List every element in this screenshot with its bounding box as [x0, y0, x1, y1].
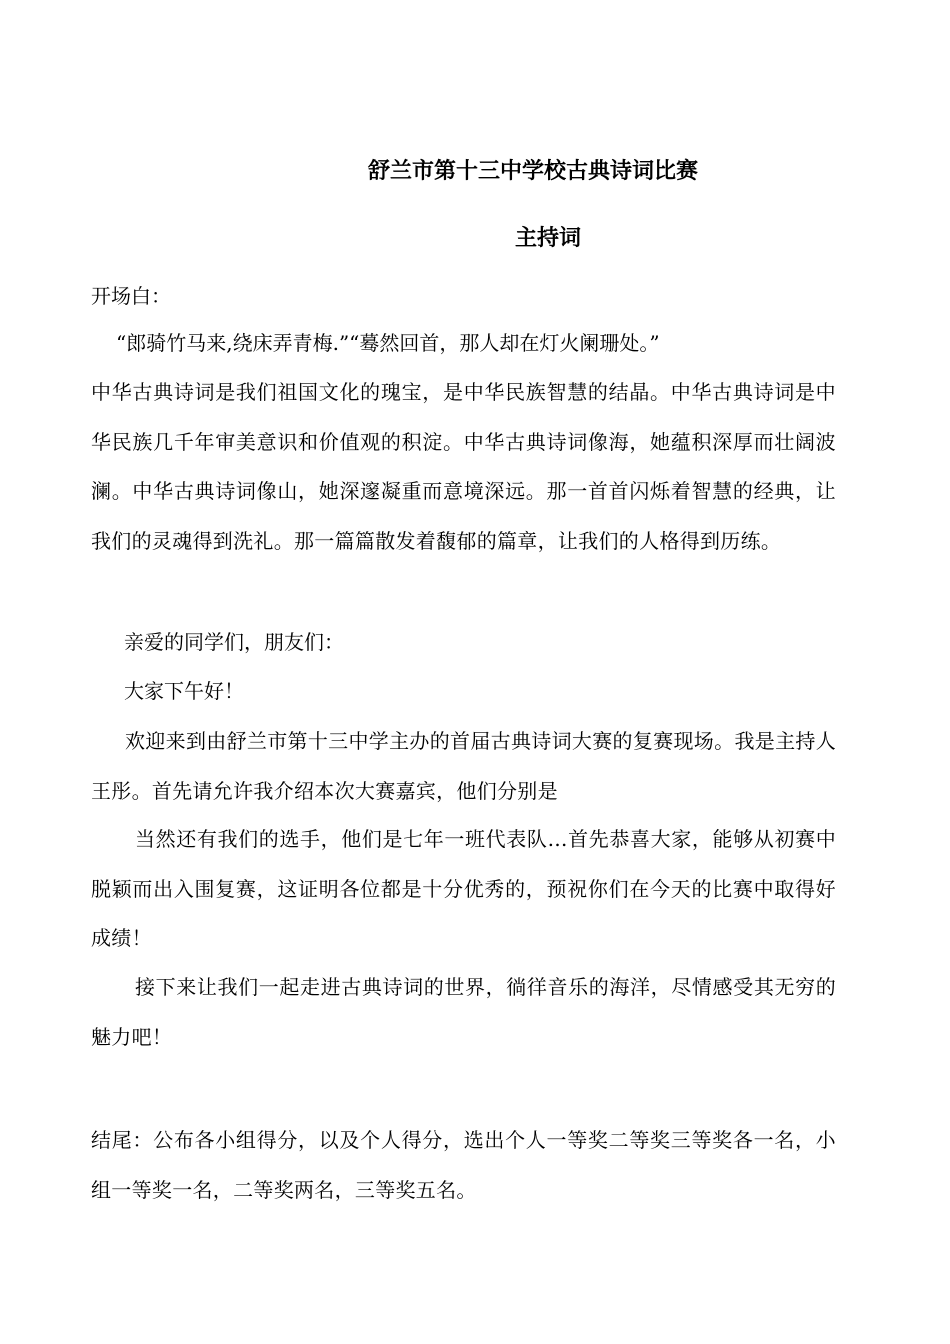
intro-paragraph: 中华古典诗词是我们祖国文化的瑰宝，是中华民族智慧的结晶。中华古典诗词是中华民族几千年审美意识和价值观的积淀。中华古典诗词像海，她蕴积深厚而壮阔波澜。中华古典诗词像山，她深邃凝重而意境深远。那一首首闪烁着智慧的经典，让我们的灵魂得到洗礼。那一篇篇散发着馥郁的篇章，让我们的人格得到历练。	[91, 380, 836, 553]
greeting-line-1: 亲爱的同学们，朋友们：	[124, 630, 344, 654]
contestants-paragraph: 当然还有我们的选手，他们是七年一班代表队…首先恭喜大家，能够从初赛中脱颖而出入围复赛，这证明各位都是十分优秀的，预祝你们在今天的比赛中取得好成绩！	[91, 827, 836, 950]
transition-paragraph: 接下来让我们一起走进古典诗词的世界，徜徉音乐的海洋，尽情感受其无穷的魅力吧！	[91, 975, 836, 1049]
document-subtitle: 主持词	[514, 225, 581, 251]
opening-quote: “郎骑竹马来,绕床弄青梅.”“蓦然回首，那人却在灯火阑珊处。”	[116, 331, 660, 355]
document-title: 舒兰市第十三中学校古典诗词比赛	[367, 158, 698, 184]
closing-paragraph: 结尾：公布各小组得分，以及个人得分，选出个人一等奖二等奖三等奖各一名，小组一等奖一名，二等奖两名，三等奖五名。	[91, 1128, 836, 1202]
welcome-paragraph: 欢迎来到由舒兰市第十三中学主办的首届古典诗词大赛的复赛现场。我是主持人王彤。首先请允许我介绍本次大赛嘉宾，他们分别是	[91, 729, 836, 803]
greeting-line-2: 大家下午好！	[124, 679, 244, 703]
opening-label: 开场白：	[91, 284, 171, 308]
